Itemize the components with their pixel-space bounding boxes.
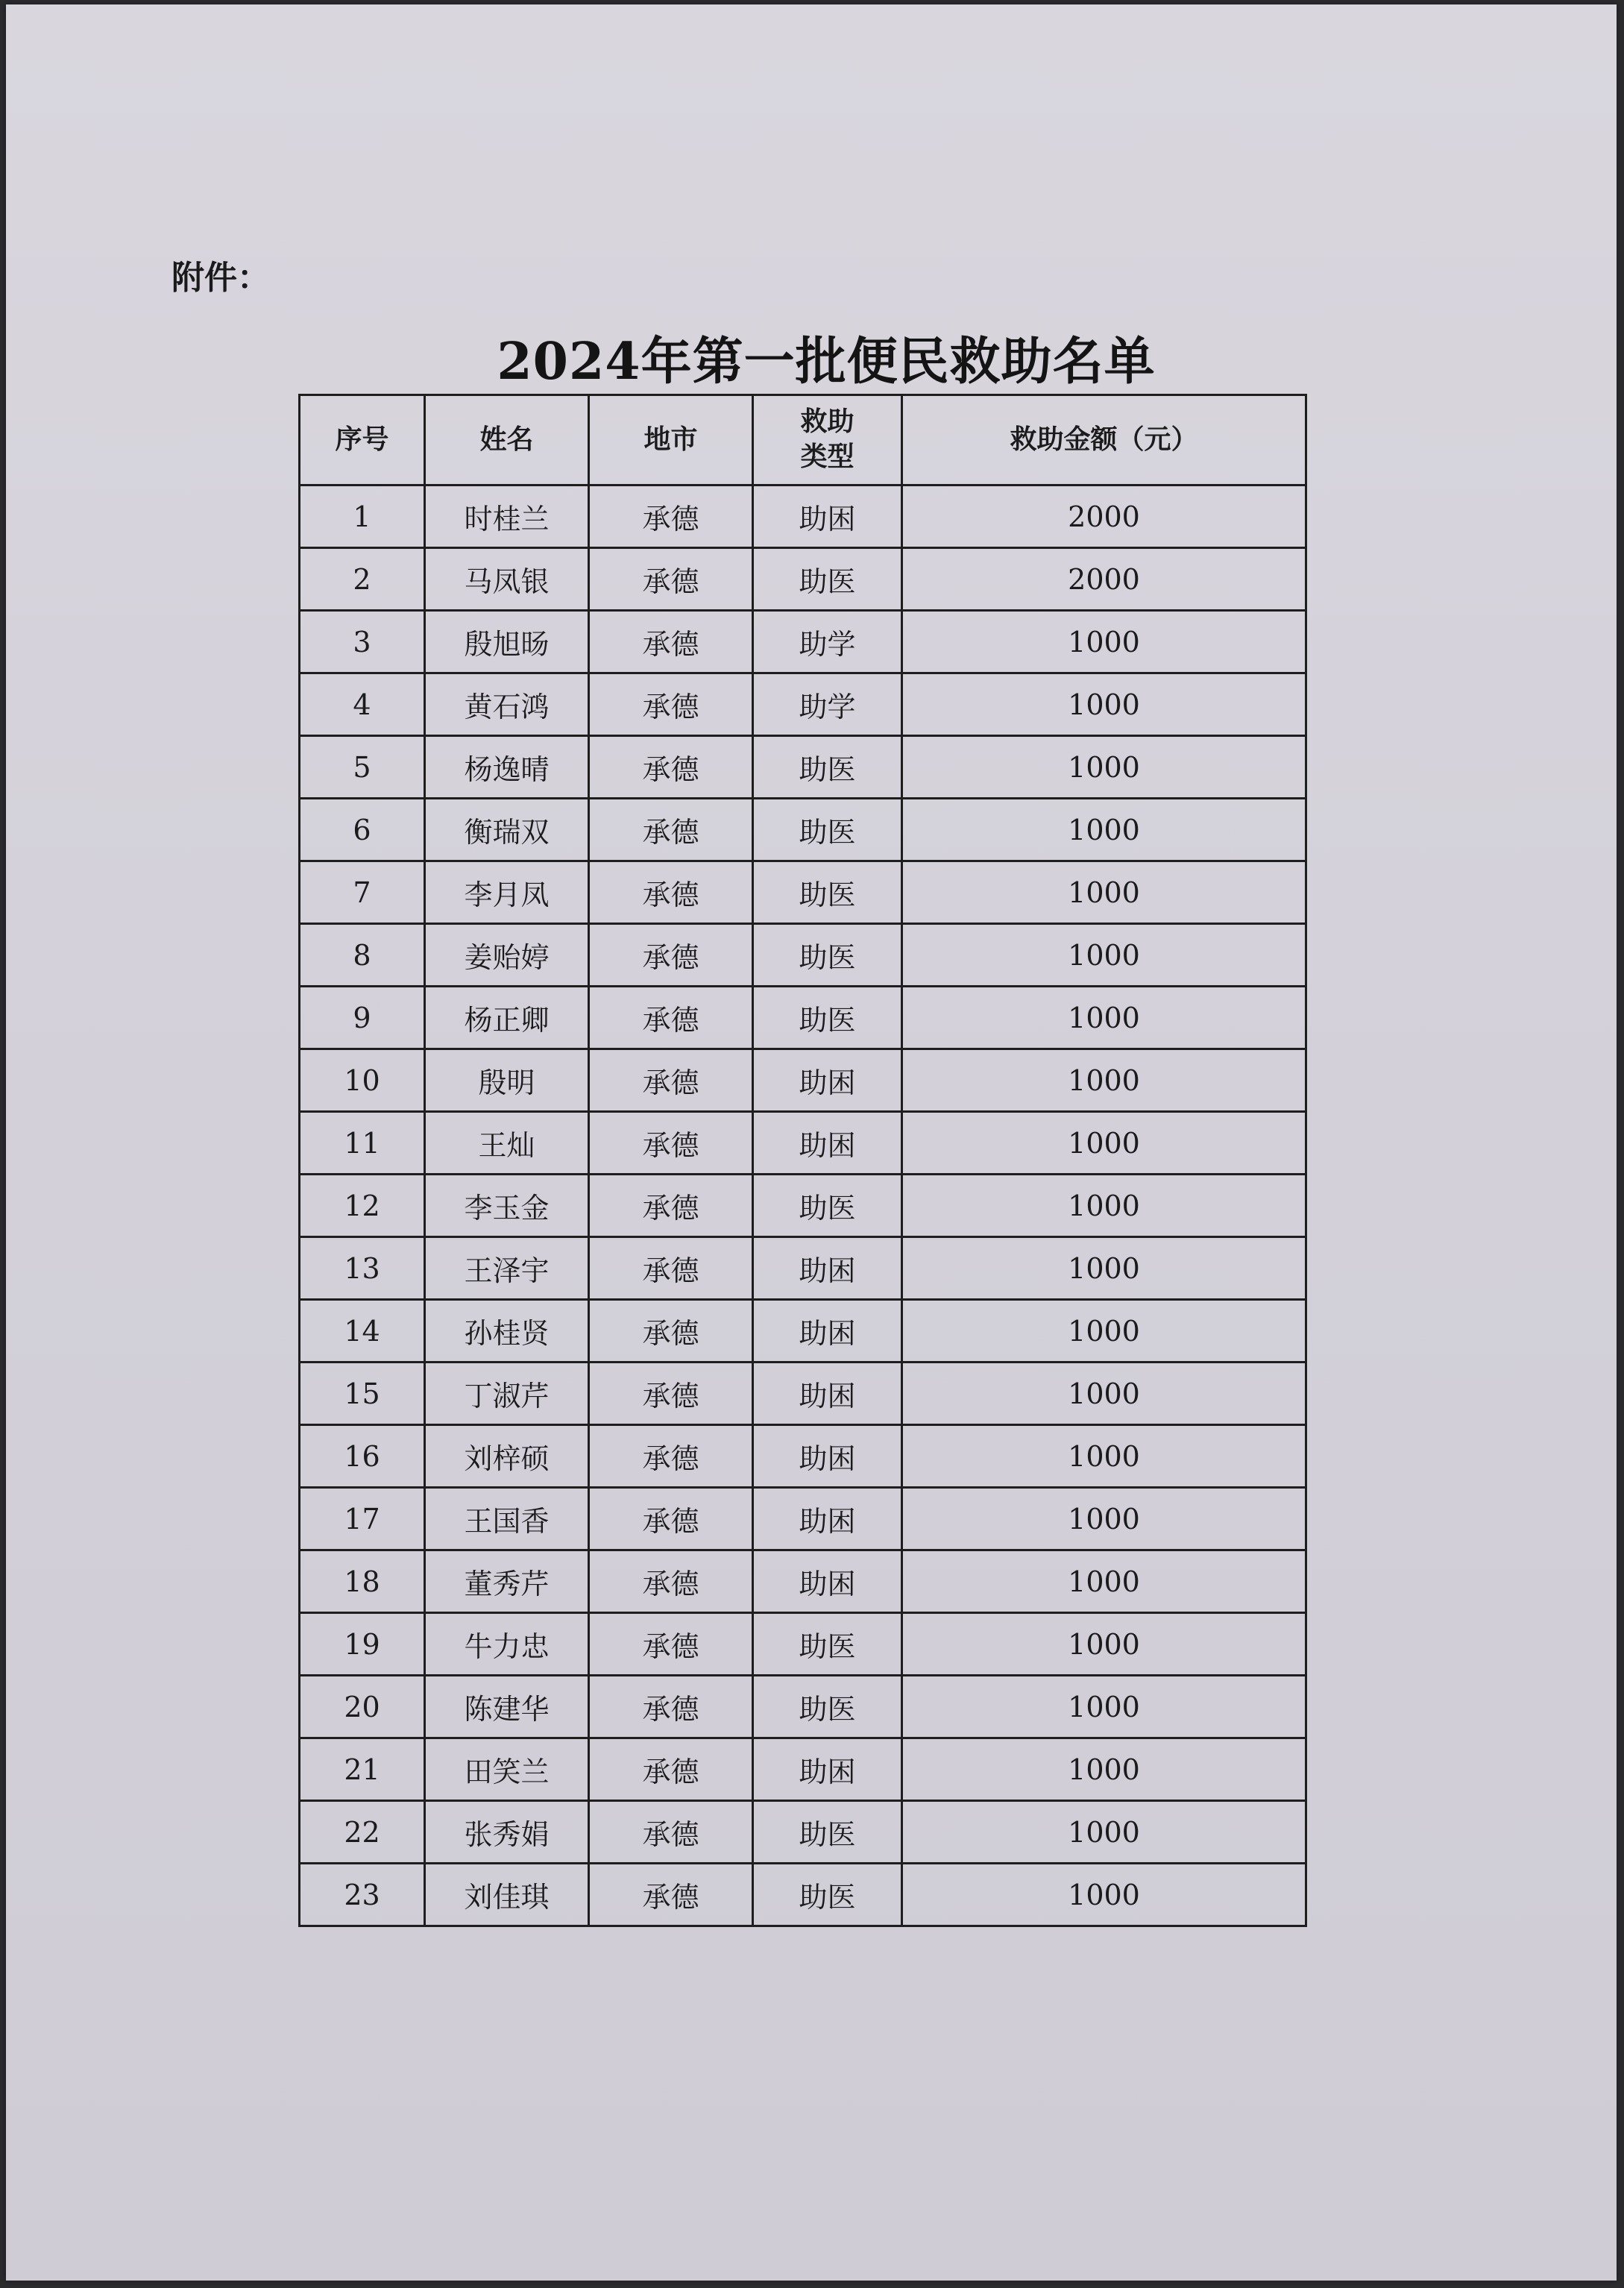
cell-index: 20: [300, 1676, 425, 1738]
cell-amount: 1000: [902, 1237, 1306, 1300]
cell-city: 承德: [589, 1488, 753, 1550]
cell-relief-type: 助困: [753, 1550, 902, 1613]
cell-amount: 2000: [902, 548, 1306, 611]
cell-name: 时桂兰: [425, 485, 589, 548]
cell-index: 23: [300, 1864, 425, 1926]
cell-city: 承德: [589, 1801, 753, 1864]
cell-amount: 1000: [902, 1175, 1306, 1237]
cell-relief-type: 助困: [753, 1425, 902, 1488]
cell-city: 承德: [589, 861, 753, 924]
cell-amount: 1000: [902, 987, 1306, 1049]
cell-amount: 1000: [902, 1676, 1306, 1738]
cell-relief-type: 助困: [753, 1049, 902, 1112]
cell-name: 刘梓硕: [425, 1425, 589, 1488]
table-row: [300, 1112, 1306, 1175]
table-row: [300, 1550, 1306, 1613]
cell-relief-type: 助困: [753, 1488, 902, 1550]
cell-amount: 1000: [902, 1550, 1306, 1613]
table-body: [300, 485, 1306, 1926]
cell-amount: 1000: [902, 1801, 1306, 1864]
cell-amount: 1000: [902, 924, 1306, 987]
cell-city: 承德: [589, 924, 753, 987]
cell-index: 14: [300, 1300, 425, 1363]
cell-relief-type: 助医: [753, 987, 902, 1049]
cell-amount: 1000: [902, 1864, 1306, 1926]
cell-relief-type: 助困: [753, 1300, 902, 1363]
table-row: [300, 1425, 1306, 1488]
cell-index: 11: [300, 1112, 425, 1175]
cell-amount: 1000: [902, 1049, 1306, 1112]
cell-relief-type: 助学: [753, 611, 902, 673]
cell-city: 承德: [589, 799, 753, 861]
cell-index: 21: [300, 1738, 425, 1801]
cell-name: 孙桂贤: [425, 1300, 589, 1363]
cell-name: 陈建华: [425, 1676, 589, 1738]
table-row: [300, 611, 1306, 673]
relief-list-table: [298, 394, 1307, 1927]
cell-amount: 1000: [902, 1300, 1306, 1363]
cell-index: 6: [300, 799, 425, 861]
cell-relief-type: 助医: [753, 1864, 902, 1926]
cell-city: 承德: [589, 611, 753, 673]
cell-amount: 1000: [902, 799, 1306, 861]
table-row: [300, 861, 1306, 924]
cell-amount: 1000: [902, 1363, 1306, 1425]
cell-name: 马凤银: [425, 548, 589, 611]
cell-name: 李玉金: [425, 1175, 589, 1237]
cell-index: 17: [300, 1488, 425, 1550]
cell-relief-type: 助医: [753, 548, 902, 611]
cell-name: 李月凤: [425, 861, 589, 924]
cell-index: 15: [300, 1363, 425, 1425]
cell-name: 黄石鸿: [425, 673, 589, 736]
cell-amount: 1000: [902, 1613, 1306, 1676]
cell-relief-type: 助医: [753, 1175, 902, 1237]
cell-index: 8: [300, 924, 425, 987]
cell-name: 张秀娟: [425, 1801, 589, 1864]
table-row: [300, 1488, 1306, 1550]
cell-city: 承德: [589, 1550, 753, 1613]
table-header-row: [300, 395, 1306, 485]
cell-relief-type: 助医: [753, 1613, 902, 1676]
cell-relief-type: 助困: [753, 1738, 902, 1801]
cell-city: 承德: [589, 548, 753, 611]
cell-name: 王国香: [425, 1488, 589, 1550]
cell-index: 18: [300, 1550, 425, 1613]
document-page: [6, 4, 1617, 2281]
cell-relief-type: 助医: [753, 1801, 902, 1864]
cell-amount: 1000: [902, 1112, 1306, 1175]
cell-index: 3: [300, 611, 425, 673]
cell-index: 9: [300, 987, 425, 1049]
cell-city: 承德: [589, 1738, 753, 1801]
cell-name: 田笑兰: [425, 1738, 589, 1801]
cell-relief-type: 助医: [753, 1676, 902, 1738]
cell-relief-type: 助困: [753, 1363, 902, 1425]
cell-relief-type: 助医: [753, 736, 902, 799]
table-row: [300, 673, 1306, 736]
cell-name: 董秀芹: [425, 1550, 589, 1613]
cell-relief-type: 助困: [753, 1237, 902, 1300]
table-row: [300, 1363, 1306, 1425]
cell-index: 10: [300, 1049, 425, 1112]
attachment-label: 附件：: [171, 259, 270, 297]
cell-name: 杨逸晴: [425, 736, 589, 799]
cell-index: 12: [300, 1175, 425, 1237]
cell-city: 承德: [589, 1049, 753, 1112]
table-row: [300, 1049, 1306, 1112]
cell-name: 姜贻婷: [425, 924, 589, 987]
table-row: [300, 1864, 1306, 1926]
cell-amount: 1000: [902, 611, 1306, 673]
cell-index: 13: [300, 1237, 425, 1300]
table-row: [300, 485, 1306, 548]
table-row: [300, 1175, 1306, 1237]
cell-relief-type: 助医: [753, 924, 902, 987]
cell-name: 杨正卿: [425, 987, 589, 1049]
table-row: [300, 548, 1306, 611]
cell-name: 丁淑芹: [425, 1363, 589, 1425]
table-row: [300, 1300, 1306, 1363]
cell-city: 承德: [589, 736, 753, 799]
table-row: [300, 799, 1306, 861]
cell-index: 16: [300, 1425, 425, 1488]
cell-index: 7: [300, 861, 425, 924]
cell-city: 承德: [589, 1864, 753, 1926]
table-row: [300, 987, 1306, 1049]
cell-city: 承德: [589, 987, 753, 1049]
header-index: 序号: [300, 395, 425, 485]
cell-city: 承德: [589, 1613, 753, 1676]
cell-name: 殷明: [425, 1049, 589, 1112]
cell-city: 承德: [589, 485, 753, 548]
cell-index: 5: [300, 736, 425, 799]
cell-city: 承德: [589, 1676, 753, 1738]
cell-name: 刘佳琪: [425, 1864, 589, 1926]
cell-city: 承德: [589, 1363, 753, 1425]
table-row: [300, 1237, 1306, 1300]
header-city: 地市: [589, 395, 753, 485]
cell-index: 2: [300, 548, 425, 611]
document-title: 2024年第一批便民救助名单: [497, 332, 1156, 392]
cell-city: 承德: [589, 1175, 753, 1237]
cell-amount: 1000: [902, 1738, 1306, 1801]
cell-index: 22: [300, 1801, 425, 1864]
table-row: [300, 1738, 1306, 1801]
cell-name: 牛力忠: [425, 1613, 589, 1676]
cell-index: 19: [300, 1613, 425, 1676]
cell-name: 衡瑞双: [425, 799, 589, 861]
cell-name: 王灿: [425, 1112, 589, 1175]
cell-city: 承德: [589, 1300, 753, 1363]
header-amount: 救助金额（元）: [902, 395, 1306, 485]
cell-name: 殷旭旸: [425, 611, 589, 673]
table-row: [300, 736, 1306, 799]
cell-relief-type: 助医: [753, 861, 902, 924]
table-row: [300, 1613, 1306, 1676]
cell-amount: 1000: [902, 861, 1306, 924]
cell-amount: 1000: [902, 1488, 1306, 1550]
header-name: 姓名: [425, 395, 589, 485]
cell-index: 4: [300, 673, 425, 736]
cell-city: 承德: [589, 1425, 753, 1488]
cell-name: 王泽宇: [425, 1237, 589, 1300]
table-row: [300, 924, 1306, 987]
cell-city: 承德: [589, 1237, 753, 1300]
table-row: [300, 1801, 1306, 1864]
cell-relief-type: 助困: [753, 485, 902, 548]
cell-amount: 1000: [902, 1425, 1306, 1488]
cell-index: 1: [300, 485, 425, 548]
cell-amount: 1000: [902, 673, 1306, 736]
cell-relief-type: 助医: [753, 799, 902, 861]
header-relief-type: 救助 类型: [753, 395, 902, 485]
table-row: [300, 1676, 1306, 1738]
cell-amount: 2000: [902, 485, 1306, 548]
cell-relief-type: 助学: [753, 673, 902, 736]
cell-amount: 1000: [902, 736, 1306, 799]
cell-relief-type: 助困: [753, 1112, 902, 1175]
cell-city: 承德: [589, 673, 753, 736]
cell-city: 承德: [589, 1112, 753, 1175]
